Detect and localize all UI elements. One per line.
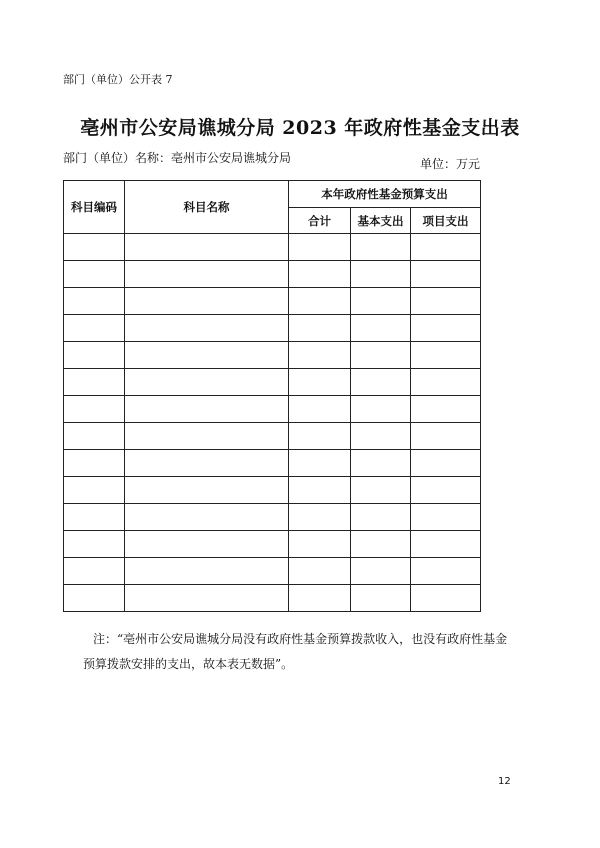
table-cell <box>125 504 289 531</box>
table-cell <box>351 396 411 423</box>
header-basic-expenditure: 基本支出 <box>351 208 411 234</box>
table-cell <box>411 477 481 504</box>
table-cell <box>64 423 125 450</box>
table-row <box>64 423 481 450</box>
table-cell <box>64 369 125 396</box>
table-row <box>64 288 481 315</box>
table-cell <box>289 234 351 261</box>
table-cell <box>411 288 481 315</box>
table-cell <box>64 585 125 612</box>
table-cell <box>125 315 289 342</box>
table-cell <box>351 585 411 612</box>
footnote <box>83 627 533 677</box>
table-cell <box>125 288 289 315</box>
table-cell <box>125 531 289 558</box>
table-cell <box>351 342 411 369</box>
table-row <box>64 504 481 531</box>
table-cell <box>289 288 351 315</box>
table-cell <box>411 342 481 369</box>
table-cell <box>125 585 289 612</box>
table-row <box>64 315 481 342</box>
table-cell <box>125 396 289 423</box>
form-number-label: 部门（单位）公开表 7 <box>63 73 173 86</box>
table-cell <box>411 558 481 585</box>
table-cell <box>125 477 289 504</box>
table-cell <box>64 396 125 423</box>
table-body <box>64 234 481 612</box>
table-row <box>64 396 481 423</box>
table-row <box>64 558 481 585</box>
table-row <box>64 450 481 477</box>
table-cell <box>289 477 351 504</box>
table-cell <box>289 396 351 423</box>
table-cell <box>351 261 411 288</box>
table-cell <box>64 234 125 261</box>
header-fund-expenditure: 本年政府性基金预算支出 <box>289 181 481 208</box>
table-cell <box>411 396 481 423</box>
table-cell <box>289 315 351 342</box>
table-cell <box>64 450 125 477</box>
table-cell <box>411 585 481 612</box>
table-row <box>64 369 481 396</box>
table-cell <box>64 531 125 558</box>
table-cell <box>64 261 125 288</box>
table-cell <box>351 369 411 396</box>
header-subject-name: 科目名称 <box>125 181 289 234</box>
table-cell <box>125 558 289 585</box>
department-name-label: 部门（单位）名称：亳州市公安局谯城分局 <box>63 151 292 165</box>
table-row <box>64 477 481 504</box>
table-cell <box>351 315 411 342</box>
table-cell <box>64 477 125 504</box>
table-cell <box>289 423 351 450</box>
unit-label: 单位：万元 <box>420 157 481 171</box>
table-cell <box>351 477 411 504</box>
table-cell <box>351 450 411 477</box>
table-cell <box>351 531 411 558</box>
table-cell <box>351 234 411 261</box>
table-cell <box>125 342 289 369</box>
table-cell <box>411 369 481 396</box>
table-cell <box>125 261 289 288</box>
table-cell <box>64 558 125 585</box>
header-project-expenditure: 项目支出 <box>411 208 481 234</box>
footnote-line-1: 注：“亳州市公安局谯城分局没有政府性基金预算拨款收入，也没有政府性基金 <box>93 632 508 646</box>
table-cell <box>125 450 289 477</box>
table-cell <box>411 423 481 450</box>
table-cell <box>351 288 411 315</box>
table-row <box>64 234 481 261</box>
table-cell <box>289 450 351 477</box>
header-subject-code: 科目编码 <box>64 181 125 234</box>
table-cell <box>289 558 351 585</box>
table-cell <box>411 261 481 288</box>
table-cell <box>64 342 125 369</box>
table-cell <box>411 234 481 261</box>
header-total: 合计 <box>289 208 351 234</box>
table-cell <box>411 315 481 342</box>
page-title: 亳州市公安局谯城分局 2023 年政府性基金支出表 <box>80 117 520 139</box>
table-cell <box>411 450 481 477</box>
table-row <box>64 585 481 612</box>
table-row <box>64 261 481 288</box>
table-cell <box>289 342 351 369</box>
table-cell <box>125 234 289 261</box>
table-cell <box>289 504 351 531</box>
table-cell <box>289 261 351 288</box>
table-cell <box>125 423 289 450</box>
footnote-line-2: 预算拨款安排的支出，故本表无数据”。 <box>83 657 294 671</box>
table-cell <box>289 585 351 612</box>
table-cell <box>64 504 125 531</box>
table-cell <box>64 315 125 342</box>
table-cell <box>411 531 481 558</box>
table-cell <box>289 531 351 558</box>
table-row <box>64 531 481 558</box>
table-cell <box>64 288 125 315</box>
expenditure-table <box>63 180 481 612</box>
table-cell <box>411 504 481 531</box>
table-cell <box>351 423 411 450</box>
table-cell <box>289 369 351 396</box>
table-cell <box>351 558 411 585</box>
table-row <box>64 342 481 369</box>
page-number: 12 <box>498 776 511 787</box>
table-cell <box>351 504 411 531</box>
table-cell <box>125 369 289 396</box>
